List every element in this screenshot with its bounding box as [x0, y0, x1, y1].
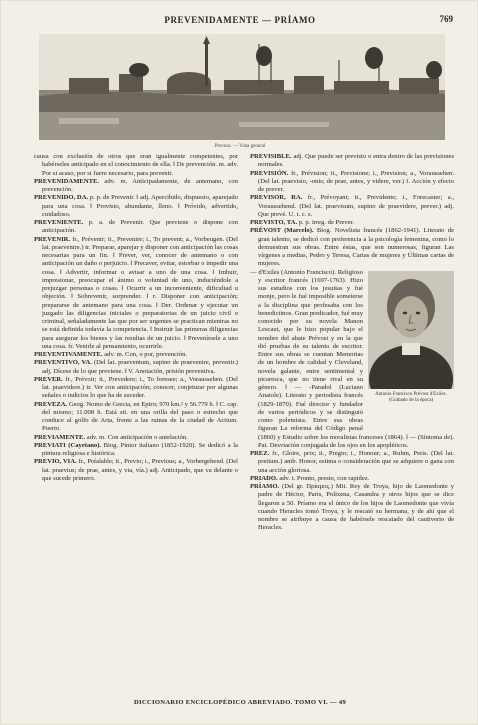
entry-headword: PREVISOR, RA. — [250, 194, 303, 202]
entry-headword: PREVEZA. — [34, 400, 68, 408]
entry — [250, 227, 454, 268]
page-number: 769 — [439, 14, 453, 24]
entry-text: fr., Gloire, prix; it., Pregio; i., Honour; a., Ruhm, Preis. (Del lat. pretium.) amb. Honor, estima o consideración que se adquiere o gana con una acción gloriosa. — [258, 450, 454, 474]
entry-headword: PRIADO. — [250, 474, 278, 482]
entry-text: adv. m. Con anticipación o antelación. — [86, 433, 188, 441]
entry-text: adj. Que puede ser previsto o entra dentro de las previsiones normales. — [258, 153, 454, 169]
entry-text: fr., Prévoir; it., Prevedere; i., To foresee; a., Voraussehen. (Del lat. praevidere.) tr. Ver con anticipación; conocer, conjeturar por algunas señales o indicios lo que ha de suceder. — [42, 375, 238, 400]
entry — [250, 194, 454, 219]
entry-headword: PREVIATI (Cayetano). — [34, 441, 102, 449]
entry — [34, 236, 238, 352]
entry — [34, 376, 238, 401]
entry-text: causa con exclusión de otros que eran igualmente competentes, por habérseles anticipado en el conocimiento de ella. ‖ De prevención. m. adv. Por si acaso, por si fuere necesario, para prevenir. — [34, 153, 238, 177]
preveza-photo — [39, 34, 445, 140]
entry-text: p. a. de Prevenir. Que previene o dispone con anticipación. — [42, 219, 238, 235]
entry-headword: PREVISTO, TA. — [250, 219, 298, 226]
entry-text: (Del lat. praeventum, supino de praevenire, prevenir.) adj. Dícese de lo que previene. ‖ V. Anotación, prisión preventiva. — [42, 359, 238, 375]
entry — [250, 475, 454, 483]
entry-text: fr., Prévenir; it., Prevenire; i., To prevent; a., Vorbeugen. (Del lat. praevenire.) tr. Preparar, aparejar y disponer con anticipación las cosas necesarias para un fin. ‖ Prever, ver, conocer de antemano o con anticipación un daño o perjuicio. ‖ Precaver, evitar, estorbar o impedir una cosa. ‖ Advertir, informar o avisar a uno de una cosa. ‖ Imbuir, impresionar, preocupar el ánimo o voluntad de uno, induciéndole a prejuzgar personas o cosas. ‖ Ocurrir a un inconveniente, dificultad u objeción. ‖ Sobrevenir, sorprender. ‖ r. Disponer con anticipación; prepararse de antemano para una cosa. ‖ Der. Ordenar y ejecutar un juzgado las diligencias iniciales o preparatorias de un juicio civil o criminal, señaladamente las que por ser urgentes se practican mientras no se está definida todavía la competencia. ‖ Instruir las primeras diligencias para asegurar los bienes y las resultas de un juicio. ‖ Prevenírsele a uno una cosa. fr. Venirle al pensamiento, ocurrirle. — [42, 235, 238, 350]
entry-text: p. p. de Prevenir. ‖ adj. Apercibido, dispuesto, aparejado para una cosa. ‖ Provisto, abundante, lleno. ‖ Próvido, advertido, cuidadoso. — [42, 194, 238, 218]
prevost-portrait-image — [368, 271, 454, 389]
entry-headword: PREVENIR. — [34, 235, 71, 243]
entry — [250, 450, 454, 475]
entry-text: Geog. Nomo de Grecia, en Epiro; 970 km.² y 56.779 h. ‖ C. cap. del mismo; 11.008 h. Está sit. en una orilla del paso o estrecho que conduce al golfo de Arta, frente a las ruinas de la ciudad de Actium. Puerto. — [42, 400, 238, 433]
right-column — [250, 153, 454, 688]
entry — [250, 153, 454, 170]
portrait-caption: Antonio Francisco Prévost d'Exiles. (Grabado de la época) — [375, 391, 447, 403]
page-footer: DICCIONARIO ENCICLOPÉDICO ABREVIADO. TOMO VI. — 49 — [133, 699, 347, 706]
entry-headword: PREVENIDO, DA. — [34, 194, 89, 202]
entry — [34, 359, 238, 376]
entry-text: adv. m. Anticipadamente, de antemano, con prevención. — [42, 177, 238, 193]
entry-text: fr., Prévision; it., Previsione; i., Prevision; a., Voraussehen. (Del lat. praevisio, -onis; de prae, antes, y videre, ver.) f. Acción y efecto de prever. — [258, 169, 454, 193]
left-column — [34, 153, 238, 688]
entry-headword: PREVIO, VIA. — [34, 458, 77, 466]
photo-caption: Preveza. — Vista general — [214, 144, 266, 149]
entry — [250, 170, 454, 195]
entry — [34, 442, 238, 459]
entry-text: — d'Exiles (Antonio Francisco). Religioso y escritor francés (1697-1763). Hizo sus estudios con los jesuitas y fué monje, pero le fué imposible someterse a la disciplina que profesaba con los benedictinos. Gran predicador, fué muy conocido por su novela Manon Lescaut, que le hizo popular bajo el nombre del abate Prévost y en la que dió pruebas de su talento de escritor. Entre sus obras se cuentan Memorias de un hombre de calidad y Cleveland, novela galante, entre sentimental y picaresca, que no tiene rival en su género. ‖ — -Paradol (Luciano Anatole). Literato y periodista francés (1829-1870). Fué director y fundador de varios periódicos y se distinguió como polemista. Entre sus obras figuran La reforma del Código penal (1860) y Estudio sobre los moralistas franceses (1864). ‖ — (Síntoma de). Pat. Desviación conjugada de los ojos en los apopléticos. — [250, 268, 454, 449]
portrait-figure — [368, 271, 454, 427]
entry-headword: PRÍAMO. — [250, 483, 280, 490]
entry-headword: PREVENIDAMENTE. — [34, 177, 100, 185]
entry-text: (Del gr. Πρίαμος.) Mit. Rey de Troya, hijo de Laomedonte y padre de Héctor, Paris, Polixena, Casandra y otros hijos que se dice llegaron a 50. Príamo era el único de los hijos de Laomedonte que vivía cuando Heracles tomó Troya, y le rescató su hermana, y de ahí que el nombre se atribuye a causa de habérsele rescatado del cautiverio de Heracles. — [258, 483, 454, 532]
preveza-landscape-image — [39, 34, 445, 140]
entry-text: Biog. Novelista francés (1862-1941). Literato de gran talento, se dedicó con preferencia a la psicología femenina, como lo demuestran sus obras. Entre éstas, que son numerosas, figuran Las vírgenes a medias, Pedro y Teresa, Cartas de mujeres y Últimas cartas de mujeres. — [258, 227, 454, 268]
entry-headword: PREVIAMENTE. — [34, 433, 86, 441]
entry — [34, 178, 238, 195]
entry — [34, 434, 238, 442]
entry — [34, 351, 238, 359]
entry — [250, 219, 454, 227]
entry-headword: PREVER. — [34, 375, 63, 383]
entry-headword: PREVENTIVAMENTE. — [34, 351, 103, 358]
entry-headword: PREVENTIVO, VA. — [34, 359, 92, 367]
entry-headword: PREVISIBLE. — [250, 153, 292, 160]
entry — [34, 458, 238, 483]
entry-headword: PREVENIENTE. — [34, 219, 84, 226]
prevost-portrait — [368, 271, 454, 389]
entry-text: adv. m. Con, o por, prevención. — [104, 351, 188, 358]
entry-text: Biog. Pintor italiano (1852-1920). Se dedicó a la pintura religiosa e histórica. — [42, 441, 238, 457]
entry-text: adv. t. Pronto, presto, con rapidez. — [279, 474, 370, 482]
entry-headword: PREVISIÓN. — [250, 169, 289, 177]
entry-text: fr., Prévoyant; it., Previdente; i., Forecaster; a., Voraussehend. (Del lat. praevisum, supino de praevidere, prever.) adj. Que prevé. U. t. c. s. — [258, 194, 454, 218]
entry-headword: PRÉVOST (Marcelo). — [250, 227, 314, 235]
entry-headword: PREZ. — [250, 450, 270, 457]
entry — [34, 194, 238, 219]
entry — [34, 219, 238, 236]
entry-text: p. p. irreg. de Prever. — [298, 219, 355, 226]
entry — [34, 401, 238, 434]
entry-text: fr., Préalable; it., Previo; i., Previous; a., Vorhergehend. (Del lat. praevius; de prae, antes, y via, vía.) adj. Anticipado, que va delante o que sucede primero. — [42, 458, 238, 482]
page-header-title: PREVENIDAMENTE — PRÍAMO — [164, 15, 316, 25]
entry — [250, 483, 454, 533]
entry-continued — [34, 153, 238, 178]
